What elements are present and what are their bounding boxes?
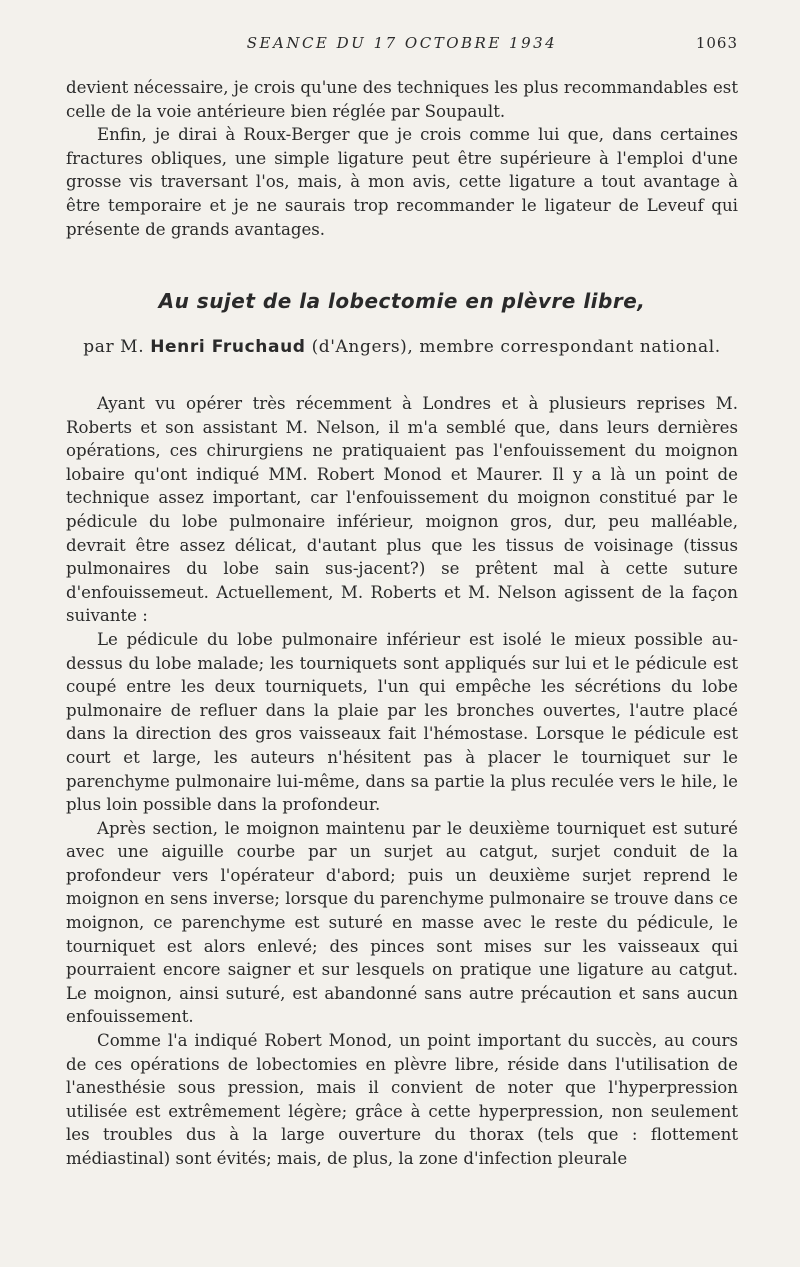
author-name: Henri Fruchaud bbox=[150, 337, 306, 357]
page-number: 1063 bbox=[695, 34, 738, 52]
article-paragraph: Après section, le moignon maintenu par le deuxième tourniquet est suturé avec une aiguille courbe par un surjet au catgut, surjet conduit de la profondeur vers l'opérateur d'abord; puis un deuxième surjet reprend le moignon en sens inverse; lorsque du parenchyme pulmonaire se trouve dans ce moignon, ce parenchyme est suturé en masse avec le reste du pédicule, le tourniquet est alors enlevé; des pinces sont mises sur les vaisseaux qui pourraient encore saigner et sur lesquels on pratique une ligature au catgut. Le moignon, ainsi suturé, est abandonné sans autre précaution et sans aucun enfouissement. bbox=[66, 818, 738, 1027]
article-paragraph: Ayant vu opérer très récemment à Londres et à plusieurs reprises M. Roberts et son assistant M. Nelson, il m'a semblé que, dans leurs dernières opérations, ces chirurgiens ne pratiquaient pas l'enfouissement du moignon lobaire qu'ont indiqué MM. Robert Monod et Maurer. Il y a là un point de technique assez important, car l'enfouissement du moignon constitué par le pédicule du lobe pulmonaire inférieur, moignon gros, dur, peu malléable, devrait être assez délicat, d'autant plus que les tissus de voisinage (tissus pulmonaires du lobe sain sus-jacent?) se prêtent mal à cette suture d'enfouissemeut. Actuellement, M. Roberts et M. Nelson agissent de la façon suivante : bbox=[66, 394, 738, 626]
continuation-paragraph: Enfin, je dirai à Roux-Berger que je crois comme lui que, dans certaines fractures obliques, une simple ligature peut être supérieure à l'emploi d'une grosse vis traversant l'os, mais, à mon avis, cette ligature a tout avantage à être temporaire et je ne saurais trop recommander le ligateur de Leveuf qui présente de grands avantages. bbox=[66, 125, 738, 239]
article-paragraph: Le pédicule du lobe pulmonaire inférieur est isolé le mieux possible au-dessus du lobe malade; les tourniquets sont appliqués sur lui et le pédicule est coupé entre les deux tourniquets, l'un qui empêche les sécrétions du lobe pulmonaire de refluer dans la plaie par les bronches ouvertes, l'autre placé dans la direction des gros vaisseaux fait l'hémostase. Lorsque le pédicule est court et large, les auteurs n'hésitent pas à placer le tourniquet sur le parenchyme pulmonaire lui-même, dans sa partie la plus reculée vers le hile, le plus loin possible dans la profondeur. bbox=[66, 629, 738, 815]
article-title: Au sujet de la lobectomie en plèvre libre, bbox=[158, 289, 646, 313]
article-body bbox=[66, 392, 738, 1171]
byline-prefix: par M. bbox=[83, 337, 145, 357]
article-paragraph: Comme l'a indiqué Robert Monod, un point important du succès, au cours de ces opérations de lobectomies en plèvre libre, réside dans l'utilisation de l'anesthésie sous pression, mais il convient de noter que l'hyperpression utilisée est extrêmement légère; grâce à cette hyperpression, non seulement les troubles dus à la large ouverture du thorax (tels que : flottement médiastinal) sont évités; mais, de plus, la zone d'infection pleurale bbox=[66, 1031, 738, 1168]
byline-suffix: (d'Angers), membre correspondant national. bbox=[311, 337, 721, 357]
running-header bbox=[66, 34, 738, 58]
article-byline bbox=[66, 337, 738, 357]
running-title: SEANCE DU 17 OCTOBRE 1934 bbox=[246, 34, 558, 52]
continuation-paragraph: devient nécessaire, je crois qu'une des techniques les plus recommandables est celle de la voie antérieure bien réglée par Soupault. bbox=[66, 78, 738, 121]
continuation-text bbox=[66, 76, 738, 241]
